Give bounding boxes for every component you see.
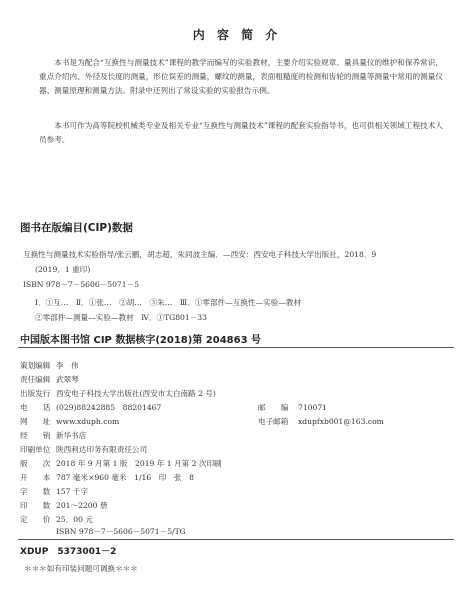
colophon-row: 开 本 787 毫米×960 毫米 1/16 印 张 8 bbox=[20, 473, 194, 482]
colophon-row: 经 销 新华书店 bbox=[20, 431, 87, 440]
colophon-row: 字 数 157 千字 bbox=[20, 487, 89, 496]
cip-line-1: 互换性与测量技术实验指导/张云鹏，胡志超，朱同波主编．—西安：西安电子科技大学出版社，2018．9 bbox=[23, 250, 377, 259]
colophon-row: 策划编辑 李 伟 bbox=[20, 361, 79, 370]
colophon-row: 版 次 2018 年 9 月第 1 版 2019 年 1 月第 2 次印刷 bbox=[20, 459, 222, 468]
xdup-code: XDUP 5373001－2 bbox=[20, 547, 117, 557]
colophon-row: 责任编辑 武翠琴 bbox=[20, 375, 79, 384]
cip-number: 中国版本图书馆 CIP 数据核字(2018)第 204863 号 bbox=[20, 335, 262, 346]
divider-bottom bbox=[18, 539, 454, 540]
intro-paragraph-2: 本书可作为高等院校机械类专业及相关专业“互换性与测量技术”课程的配套实验指导书，也可供相关领域工程技术人员参考。 bbox=[39, 121, 443, 145]
colophon-row: 印刷单位 陕西利达印务有限责任公司 bbox=[20, 445, 148, 454]
cip-line-2: (2019．1 重印) bbox=[35, 265, 91, 274]
cip-isbn: ISBN 978－7－5606－5071－5 bbox=[23, 280, 140, 289]
colophon-row: 印 数 201～2200 册 bbox=[20, 501, 108, 510]
cip-line-5: ②零部件—测量—实验—教材 Ⅳ．①TG801－33 bbox=[35, 313, 207, 322]
colophon-row: 定 价 25．00 元 bbox=[20, 515, 93, 524]
intro-title: 内 容 简 介 bbox=[192, 28, 282, 42]
divider-top bbox=[18, 347, 454, 348]
intro-paragraph-1: 本书是为配合“互换性与测量技术”课程的教学而编写的实验教材，主要介绍实验规章、量具量仪的维护和保养常识，重点介绍内、外径及长度的测量，形位误差的测量，螺纹的测量，表面粗糙度的检测和齿轮的测量等测量中常用的测量仪器、测量原理和测量方法。附录中还列出了常设实验的实验报告示例。 bbox=[39, 58, 443, 96]
colophon-isbn: ISBN 978－7－5606－5071－5/TG bbox=[56, 527, 186, 536]
colophon-row: 出版发行 西安电子科技大学出版社(西安市太白南路 2 号) bbox=[20, 389, 216, 398]
replacement-notice: ＊＊＊如有印装问题可调换＊＊＊ bbox=[24, 564, 138, 573]
colophon-row: 网 址 www.xduph.com 电子邮箱 xdupfxb001@163.com bbox=[20, 417, 384, 426]
cip-line-4: Ⅰ．①互… Ⅱ．①张… ②胡… ③朱… Ⅲ．①零部件—互换性—实验—教材 bbox=[35, 298, 302, 307]
cip-heading: 图书在版编目(CIP)数据 bbox=[20, 222, 133, 234]
colophon-row: 电 话 (029)88242885 88201467 邮 编 710071 bbox=[20, 403, 327, 412]
